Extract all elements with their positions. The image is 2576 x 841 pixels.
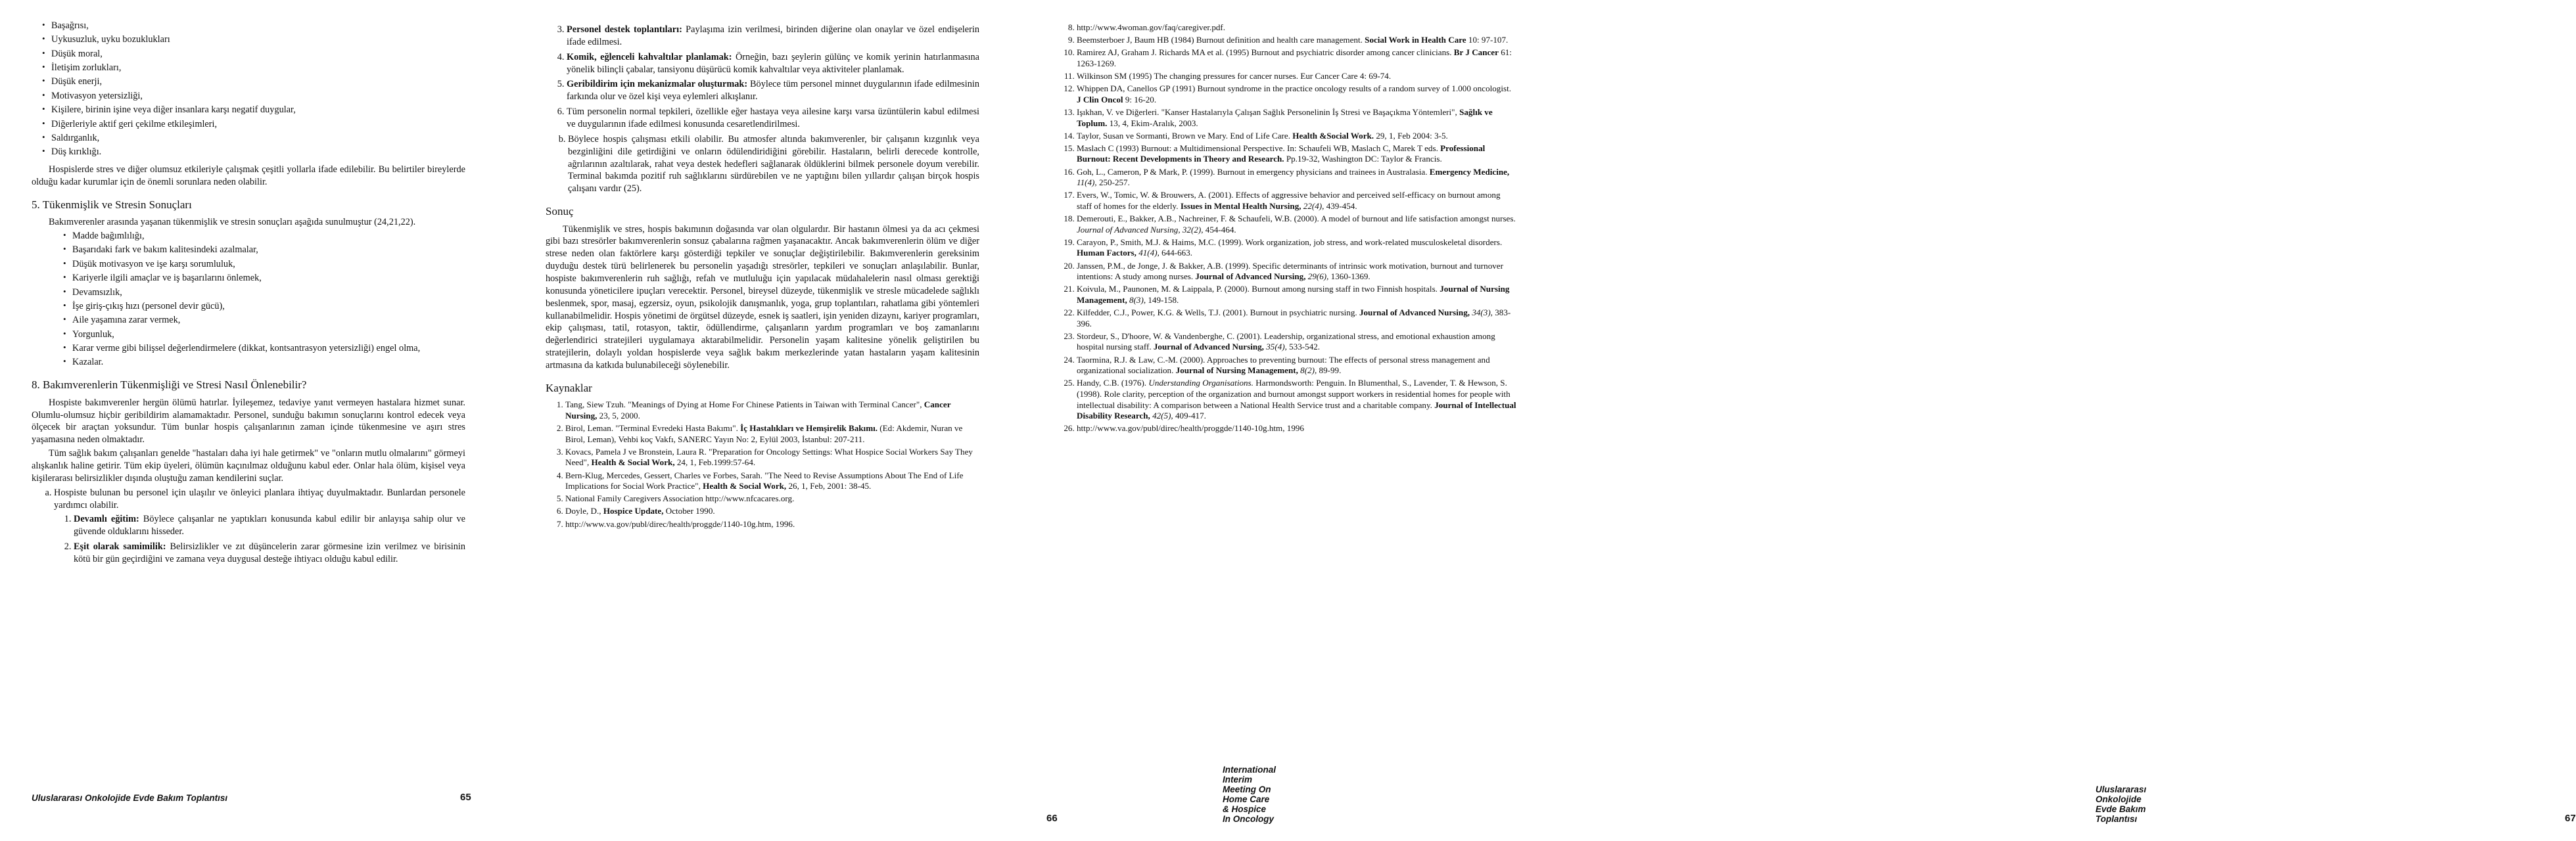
list-item: • Motivasyon yetersizliği, — [51, 90, 465, 102]
reference-item: 11. Wilkinson SM (1995) The changing pressures for cancer nurses. Eur Cancer Care 4: 69-74. — [1077, 71, 1517, 82]
list-item: • Düşük moral, — [51, 48, 465, 60]
list-item: 2. Eşit olarak samimilik: Belirsizlikler ve zıt düşüncelerin zarar görmesine izin verilmez ve birisinin kötü bir gün geçirdiğini ve zamana veya duygusal desteğe ihtiyacı olduğu kabul edilir. — [74, 541, 465, 566]
reference-item: 20. Janssen, P.M., de Jonge, J. & Bakker, A.B. (1999). Specific determinants of intrinsic work motivation, burnout and turnover intentions: A study among nurses. Journal of Advanced Nursing, 29(6), 1360-1369. — [1077, 261, 1517, 283]
reference-item: 8. http://www.4woman.gov/faq/caregiver.pdf. — [1077, 22, 1517, 34]
reference-item: 3. Kovacs, Pamela J ve Bronstein, Laura R. "Preparation for Oncology Settings: What Hospice Social Workers Say They Need", Health & Social Work, 24, 1, Feb.1999:57-64. — [565, 447, 979, 468]
reference-item: 18. Demerouti, E., Bakker, A.B., Nachreiner, F. & Schaufeli, W.B. (2000). A model of burnout and life satisfaction amongst nurses. Journal of Advanced Nursing, 32(2), 454-464. — [1077, 214, 1517, 235]
list-item: 6. Tüm personelin normal tepkileri, özellikle eğer hastaya veya ailesine karşı varsa üzüntülerin kabul edilmesi ve duygularının ifade edilmesi konusunda cesaretlendirilmesi. — [567, 106, 979, 131]
reference-item: 25. Handy, C.B. (1976). Understanding Organisations. Harmondsworth: Penguin. In Blumenthal, S., Lavender, T. & Hewson, S. (1998). Role clarity, perception of the organization and burnout amongst support workers in residential homes for people with intellectual disability: A comparison between a National Health Service trust and a charitable company. Journal of Intellectual Disability Research, 42(5), 409-417. — [1077, 378, 1517, 422]
list-item: • Başağrısı, — [51, 20, 465, 32]
paragraph-after-symptoms: Hospislerde stres ve diğer olumsuz etkileriyle çalışmak çeşitli yollarla ifade edilebilir. Bu belirtiler bireylerde olduğu kadar kurumlar için de önemli sorunlara neden olabilir. — [32, 164, 465, 187]
list-item: 1. Devamlı eğitim: Böylece çalışanlar ne yaptıkları konusunda kabul edilir bir anlayışa sahip olur ve güvende olduklarını hisseder. — [74, 513, 465, 538]
list-item: • Saldırganlık, — [51, 132, 465, 145]
list-item: • Düşük enerji, — [51, 76, 465, 88]
reference-item: 12. Whippen DA, Canellos GP (1991) Burnout syndrome in the practice oncology results of a random survey of 1.000 oncologist. J Clin Oncol 9: 16-20. — [1077, 83, 1517, 105]
reference-item: 22. Kilfedder, C.J., Power, K.G. & Wells, T.J. (2001). Burnout in psychiatric nursing. Journal of Advanced Nursing, 34(3), 383-396. — [1077, 307, 1517, 329]
list-item: • Başarıdaki fark ve bakım kalitesindeki azalmalar, — [72, 244, 465, 256]
list-item: • İşe giriş-çıkış hızı (personel devir gücü), — [72, 300, 465, 313]
reference-item: 5. National Family Caregivers Association http://www.nfcacares.org. — [565, 493, 979, 505]
list-item: • Kazalar. — [72, 356, 465, 369]
reference-item: 24. Taormina, R.J. & Law, C.-M. (2000). Approaches to preventing burnout: The effects of personal stress management and organizational socialization. Journal of Nursing Management, 8(2), 89-99. — [1077, 355, 1517, 376]
heading-section-8: 8. Bakımverenlerin Tükenmişliği ve Stresi Nasıl Önlenebilir? — [32, 378, 307, 392]
reference-item: 14. Taylor, Susan ve Sormanti, Brown ve Mary. End of Life Care. Health &Social Work. 29, 1, Feb 2004: 3-5. — [1077, 131, 1517, 142]
list-item-a — [54, 487, 465, 566]
list-item-a-text: Hospiste bulunan bu personel için ulaşılır ve önleyici planlara ihtiyaç duyulmaktadır. Bunlardan personele yardımcı olabilir. — [54, 487, 465, 511]
page-right — [1039, 0, 2576, 841]
references-list-middle — [546, 399, 979, 530]
list-item: • Kişilere, birinin işine veya diğer insanlara karşı negatif duygular, — [51, 104, 465, 116]
page-number-right: 67 — [2565, 813, 2576, 824]
list-item: • Devamsızlık, — [72, 286, 465, 299]
reference-item: 10. Ramirez AJ, Graham J. Richards MA et al. (1995) Burnout and psychiatric disorder among cancer clinicians. Br J Cancer 61: 1263-1269. — [1077, 47, 1517, 69]
symptom-list — [32, 20, 465, 158]
paragraph-8-2: Tüm sağlık bakım çalışanları genelde "hastaları daha iyi hale getirmek" ve "onların mutlu olmalarını" görmeyi alışkanlık haline getirir. Tüm ekip üyeleri, ölümün kaçınılmaz olduğunu kabul eder. Onlar hala ölüm, kişisel veya kişilerarası belirsizlikler dışında oluştuğu zaman kendilerini suçlar. — [32, 448, 465, 484]
list-item: 3. Personel destek toplantıları: Paylaşıma izin verilmesi, birinden diğerine olan onaylar ve özel endişelerin ifade edilmesi. — [567, 24, 979, 49]
page-left — [0, 0, 500, 841]
reference-item: 7. http://www.va.gov/publ/direc/health/proggde/1140-10g.htm, 1996. — [565, 519, 979, 530]
list-item: • Kariyerle ilgili amaçlar ve iş başarılarını önlemek, — [72, 272, 465, 284]
list-item: • Yorgunluk, — [72, 329, 465, 341]
list-item-b-wrapper — [546, 133, 979, 195]
consequences-list — [32, 230, 465, 369]
reference-item: 16. Goh, L., Cameron, P & Mark, P. (1999). Burnout in emergency physicians and trainees in Australasia. Emergency Medicine, 11(4), 250-257. — [1077, 167, 1517, 189]
reference-item: 6. Doyle, D., Hospice Update, October 1990. — [565, 506, 979, 517]
footer-middle: International Interim Meeting On Home Care & Hospice In Oncology — [1223, 765, 1276, 824]
paragraph-8-1: Hospiste bakımverenler hergün ölümü hatırlar. İyileşemez, tedaviye yanıt vermeyen hastalara hizmet sunar. Olumlu-olumsuz hiçbir geribildirim alamamaktadır. Personel, sunduğu bakımın sonuçlarını kontrol edecek veya ölçecek bir araçtan yoksundur. Tüm bunlar hospis çalışanlarının zaman içinde tükenmesine ve aşırı stres yaşamasına neden olmaktadır. — [32, 397, 465, 445]
reference-item: 26. http://www.va.gov/publ/direc/health/proggde/1140-10g.htm, 1996 — [1077, 423, 1517, 434]
list-item-a-sublist — [54, 513, 465, 565]
left-column — [32, 20, 465, 568]
list-item: • İletişim zorlukları, — [51, 62, 465, 74]
footer-right: Uluslararası Onkolojide Evde Bakım Toplantısı — [2096, 784, 2147, 824]
reference-item: 23. Stordeur, S., D'hoore, W. & Vandenberghe, C. (2001). Leadership, organizational stress, and emotional exhaustion among hospital nursing staff. Journal of Advanced Nursing, 35(4), 533-542. — [1077, 331, 1517, 353]
list-item: • Düş kırıklığı. — [51, 146, 465, 158]
list-item-b: b. Böylece hospis çalışması etkili olabilir. Bu atmosfer altında bakımverenler, bir çalışanın kızgınlık veya bezginliğini dile getirdiğini ve onların ödülendiridiğini görebilir. Hastaların, belirli derecede kontrolle, ağrılarının azaltılarak, rahat veya destek hedefleri sağlanarak öldüklerini bilmek personele doyum verebilir. Terminal bakımda pozitif ruh sağlıklarını sürdürebilen ve ne yaptığını bilen yıllardır çalışan birçok hospis çalışanı vardır (25). — [568, 133, 979, 195]
list-item: • Karar verme gibi bilişsel değerlendirmelere (dikkat, kontsantrasyon yetersizliği) engel olma, — [72, 342, 465, 355]
page-number-left: 65 — [460, 792, 471, 803]
list-item: 4. Komik, eğlenceli kahvaltılar planlamak: Örneğin, bazı şeylerin gülünç ve komik yerinin hatırlanmasına yönelik bilinçli çabalar, tansiyonu düşürücü komik kahvaltılar veya aktiviteler planlamak. — [567, 51, 979, 76]
middle-column — [546, 20, 979, 532]
reference-item: 15. Maslach C (1993) Burnout: a Multidimensional Perspective. In: Schaufeli WB, Maslach C, Marek T eds. Professional Burnout: Recent Developments in Theory and Research. Pp.19-32, Washington DC: Taylor & Francis. — [1077, 143, 1517, 165]
list-alpha — [32, 487, 465, 566]
reference-item: 1. Tang, Siew Tzuh. "Meanings of Dying at Home For Chinese Patients in Taiwan with Terminal Cancer", Cancer Nursing, 23, 5, 2000. — [565, 399, 979, 421]
list-item: • Aile yaşamına zarar vermek, — [72, 314, 465, 327]
paragraph-sonuc: Tükenmişlik ve stres, hospis bakımının doğasında var olan olgulardır. Bir hastanın ölmesi ya da acı çekmesi gibi bazı stresörler bakımverenlerin sonsuz çabalarına rağmen yaşanacaktır. Ancak bakımverenlerin ölüm ve diğer strese neden olan faktörlere karşı gösterdiği tepkiler ve sonuçlar değiştirilebilir. Bakımverenlerin gereksinim duyduğu destek türü belirlenerek bu personelin yaşadığı stresörler, tepkileri ve sonuçları anlaşılabilir. Bunlar, hospiste bakımverenlerin ruh sağlığı, refah ve mutluluğu için yapılacak müdahalelerin nasıl olması gerektiği konusunda yöneticilere ipuçları verecektir. Personel, bireysel düzeyde, tükenmişlik ve stresle mücadelede sağlıklı beslenmek, spor, masaj, egzersiz, oyun, psikolojik danışmanlık, yoga, grup toplantıları, rahatlama gibi yöntemleri kullanabilmelidir. Hospis yönetimi de örgütsel düzeyde, esnek iş saatleri, işin yeniden dizaynı, kariyer programları, ekip çalışması, tatil, rotasyon, taktir, ödüllendirme, çalışanların yardım programları ve boş zamanlarını değerlendirici stratejileri uygulamaya aktarabilmelidir. Personelin yaşam kalitesine yönelik geliştirilen bu stratejilerin, dolaylı yoldan hospislerde veya sağlık bakım merkezlerinde yatan hastaların yaşam kalitesinin artmasına da katkıda bulunabileceği söylenebilir. — [546, 223, 979, 371]
heading-kaynaklar: Kaynaklar — [546, 381, 592, 394]
list-item: • Uykusuzluk, uyku bozuklukları — [51, 34, 465, 46]
list-item: 5. Geribildirim için mekanizmalar oluşturmak: Böylece tüm personel minnet duygularının ifade edilmesinin farkında olur ve özel kişi veya eylemleri alkışlanır. — [567, 78, 979, 103]
right-column — [1057, 20, 1517, 436]
reference-item: 19. Carayon, P., Smith, M.J. & Haims, M.C. (1999). Work organization, job stress, and work-related musculoskeletal disorders. Human Factors, 41(4), 644-663. — [1077, 237, 1517, 259]
paragraph-section-5: Bakımverenler arasında yaşanan tükenmişlik ve stresin sonuçları aşağıda sunulmuştur (24,21,22). — [49, 217, 416, 228]
reference-item: 4. Bern-Klug, Mercedes, Gessert, Charles ve Forbes, Sarah. "The Need to Revise Assumptions About The End of Life Implications for Social Work Practice", Health & Social Work, 26, 1, Feb, 2001: 38-45. — [565, 470, 979, 492]
numbered-items-list — [546, 24, 979, 131]
reference-item: 9. Beemsterboer J, Baum HB (1984) Burnout definition and health care management. Social Work in Health Care 10: 97-107. — [1077, 35, 1517, 46]
reference-item: 13. Işıkhan, V. ve Diğerleri. "Kanser Hastalarıyla Çalışan Sağlık Personelinin İş Stresi ve Başaçıkma Yöntemleri", Sağlık ve Toplum. 13, 4, Ekim-Aralık, 2003. — [1077, 107, 1517, 129]
reference-item: 2. Birol, Leman. "Terminal Evredeki Hasta Bakımı". İç Hastalıkları ve Hemşirelik Bakımı. (Ed: Akdemir, Nuran ve Birol, Leman), Vehbi koç Vakfı, SANERC Yayın No: 2, Eylül 2003, İstanbul: 207-211. — [565, 423, 979, 445]
footer-left: Uluslararası Onkolojide Evde Bakım Toplantısı — [32, 793, 228, 803]
heading-section-5: 5. Tükenmişlik ve Stresin Sonuçları — [32, 198, 192, 211]
reference-item: 21. Koivula, M., Paunonen, M. & Laippala, P. (2000). Burnout among nursing staff in two Finnish hospitals. Journal of Nursing Management, 8(3), 149-158. — [1077, 284, 1517, 306]
list-item: • Madde bağımlılığı, — [72, 230, 465, 242]
references-list-right — [1057, 22, 1517, 434]
heading-sonuc: Sonuç — [546, 205, 574, 218]
list-item: • Diğerleriyle aktif geri çekilme etkileşimleri, — [51, 118, 465, 131]
page-number-middle: 66 — [1046, 813, 1058, 824]
reference-item: 17. Evers, W., Tomic, W. & Brouwers, A. (2001). Effects of aggressive behavior and perceived self-efficacy on burnout among staff of homes for the elderly. Issues in Mental Health Nursing, 22(4), 439-454. — [1077, 190, 1517, 212]
list-item: • Düşük motivasyon ve işe karşı sorumluluk, — [72, 258, 465, 271]
